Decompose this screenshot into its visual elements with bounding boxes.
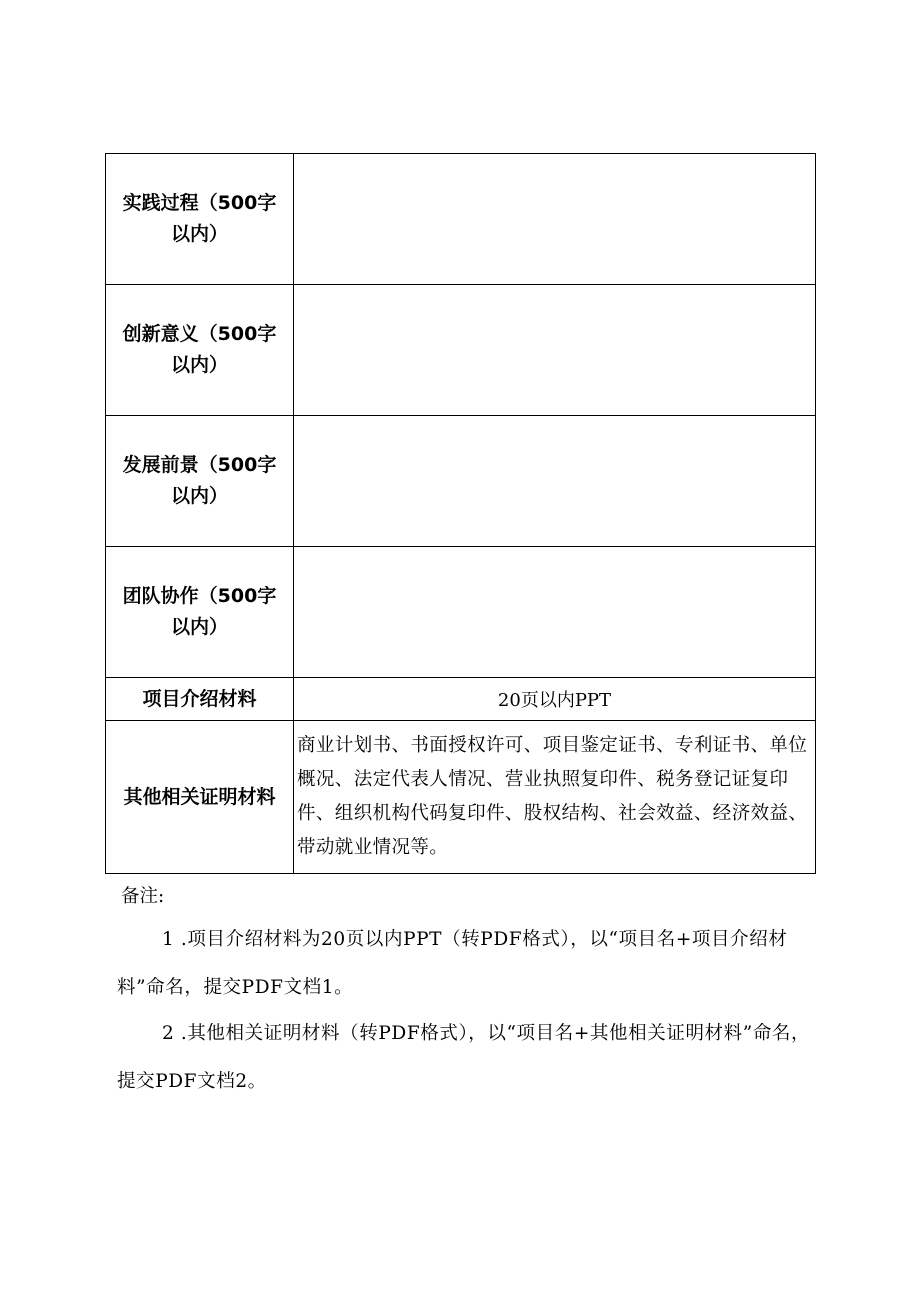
- table-row: [106, 285, 816, 416]
- label-line: 实践过程（500字: [122, 192, 277, 214]
- label-line: 以内）: [170, 485, 228, 507]
- label-line: 创新意义（500字: [122, 323, 277, 345]
- application-form-table: [105, 153, 816, 874]
- label-line: 以内）: [170, 616, 228, 638]
- row-label-practice: [106, 154, 294, 285]
- notes-title: 备注:: [121, 886, 165, 907]
- table-row: [106, 547, 816, 678]
- teamwork-content-cell[interactable]: [294, 547, 816, 678]
- row-label-teamwork: [106, 547, 294, 678]
- table-row: [106, 721, 816, 874]
- label-line: 发展前景（500字: [122, 454, 277, 476]
- table-row: [106, 154, 816, 285]
- prospects-content-cell[interactable]: [294, 416, 816, 547]
- label-line: 以内）: [170, 354, 228, 376]
- label-line: 以内）: [170, 223, 228, 245]
- label-line: 团队协作（500字: [122, 585, 277, 607]
- innovation-content-cell[interactable]: [294, 285, 816, 416]
- note-item-2: 2 .其他相关证明材料（转PDF格式），以“项目名+其他相关证明材料”命名，提交PDF文档2。: [117, 1023, 811, 1092]
- note-item-1: 1 .项目介绍材料为20页以内PPT（转PDF格式），以“项目名+项目介绍材料”命名，提交PDF文档1。: [117, 929, 788, 998]
- label-line: 项目介绍材料: [142, 687, 257, 710]
- table-row: [106, 416, 816, 547]
- row-label-prospects: [106, 416, 294, 547]
- materials-value: 20页以内PPT: [294, 678, 816, 721]
- row-label-other-proof: [106, 721, 294, 874]
- label-line: 其他相关证明材料: [123, 785, 276, 808]
- row-label-innovation: [106, 285, 294, 416]
- table-row: [106, 678, 816, 721]
- row-label-materials: [106, 678, 294, 721]
- other-proof-value: 商业计划书、书面授权许可、项目鉴定证书、专利证书、单位概况、法定代表人情况、营业执照复印件、税务登记证复印件、组织机构代码复印件、股权结构、社会效益、经济效益、带动就业情况等。: [294, 721, 816, 874]
- practice-content-cell[interactable]: [294, 154, 816, 285]
